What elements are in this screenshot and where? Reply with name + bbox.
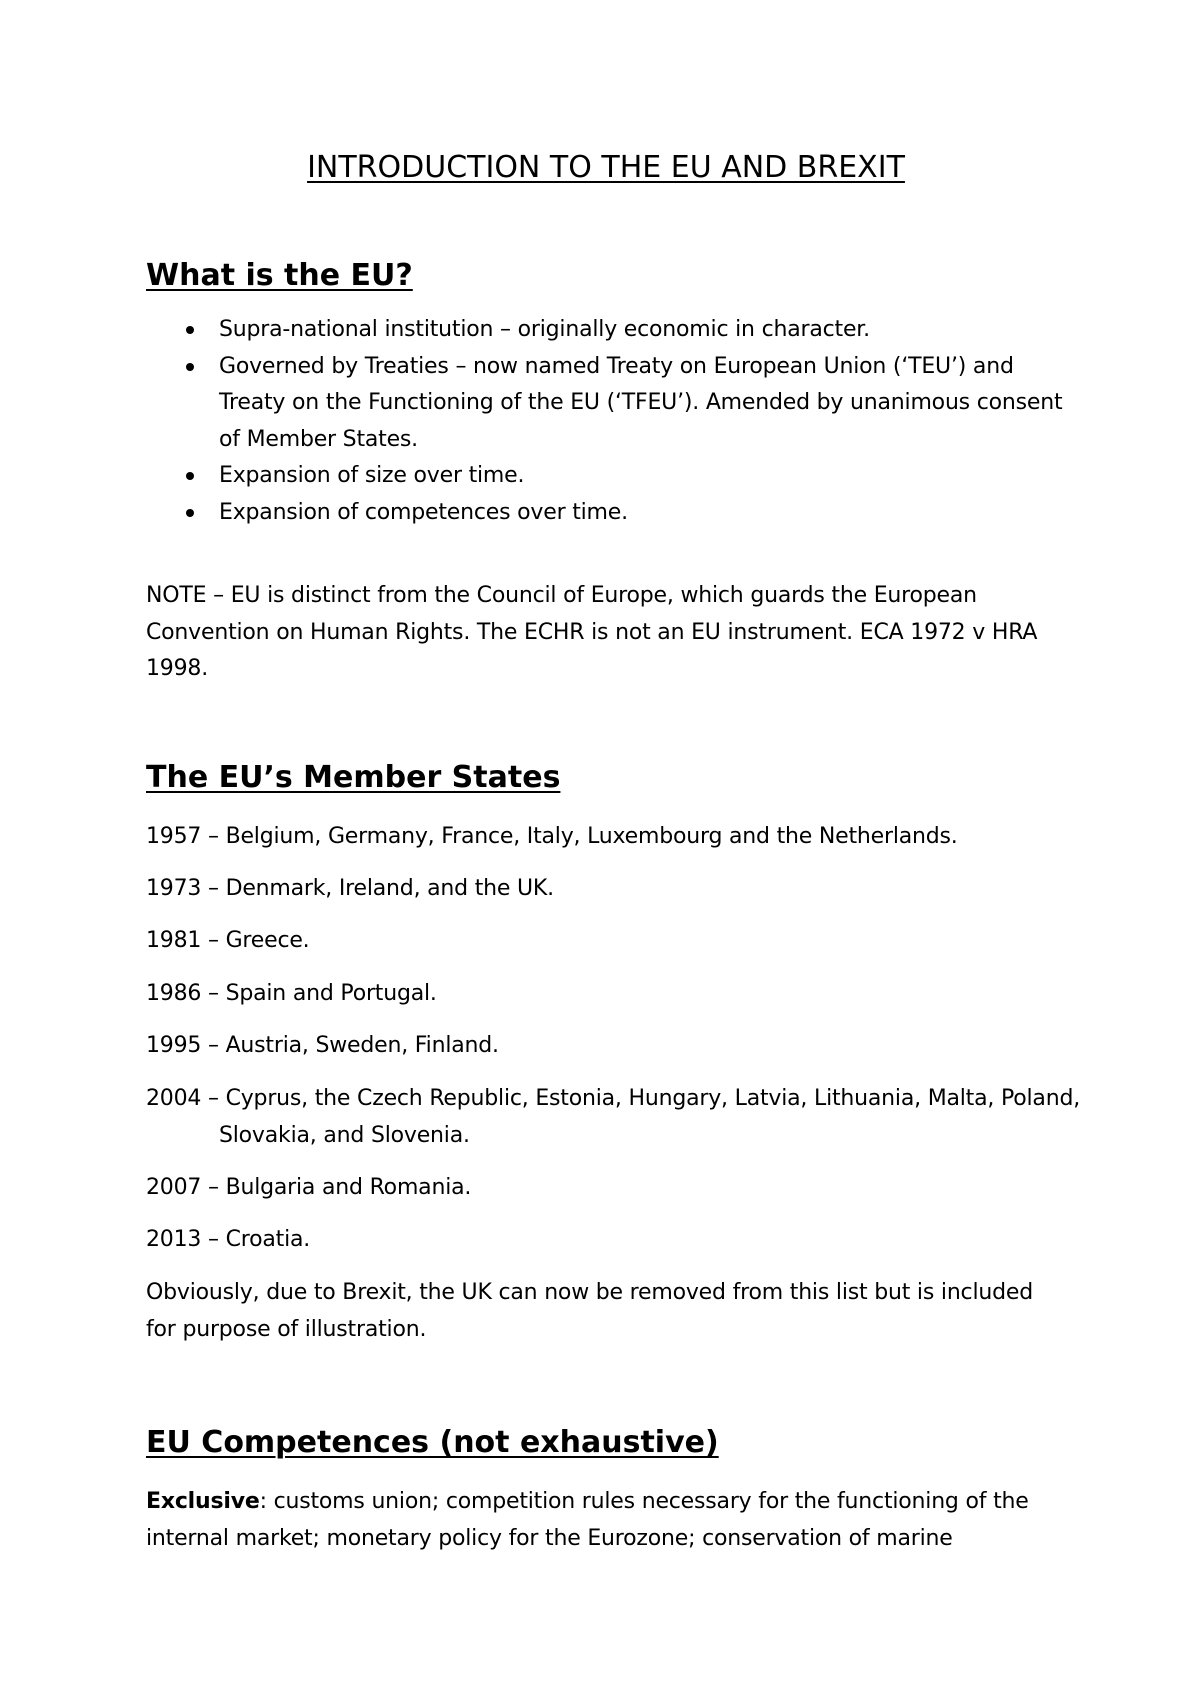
exclusive-text: : customs union; competition rules necessary for the functioning of the internal market; monetary policy for the Eurozone; conservation of marine [146,1489,1029,1551]
member-row-1981: 1981 – Greece. [146,928,310,953]
exclusive-competences-paragraph [146,1484,1066,1557]
member-row-2004: 2004 – Cyprus, the Czech Republic, Estonia, Hungary, Latvia, Lithuania, Malta, Poland, Slovakia, and Slovenia. [146,1086,1080,1148]
member-row-1957: 1957 – Belgium, Germany, France, Italy, Luxembourg and the Netherlands. [146,824,958,849]
bullet-item [146,312,1066,349]
note-paragraph: NOTE – EU is distinct from the Council of Europe, which guards the European Convention on Human Rights. The ECHR is not an EU instrument. ECA 1972 v HRA 1998. [146,583,1038,681]
exclusive-label: Exclusive [146,1489,260,1514]
bullet-dot-icon [186,509,194,517]
page-title: INTRODUCTION TO THE EU AND BREXIT [307,150,905,185]
bullet-item [146,349,1066,459]
bullet-item [146,495,1066,532]
what-is-eu-bullet-list [146,312,1066,531]
bullet-text: Expansion of size over time. [219,463,525,488]
bullet-dot-icon [186,363,194,371]
heading-eu-competences: EU Competences (not exhaustive) [146,1425,719,1460]
bullet-item [146,458,1066,495]
member-states-closing-paragraph: Obviously, due to Brexit, the UK can now be removed from this list but is included for purpose of illustration. [146,1280,1033,1342]
member-row-1973: 1973 – Denmark, Ireland, and the UK. [146,876,554,901]
member-row-2007: 2007 – Bulgaria and Romania. [146,1175,472,1200]
bullet-text: Governed by Treaties – now named Treaty on European Union (‘TEU’) and Treaty on the Functioning of the EU (‘TFEU’). Amended by unanimous consent of Member States. [219,353,1063,452]
member-row-1995: 1995 – Austria, Sweden, Finland. [146,1033,499,1058]
member-row-1986: 1986 – Spain and Portugal. [146,981,437,1006]
heading-member-states: The EU’s Member States [146,760,561,795]
member-row-2013: 2013 – Croatia. [146,1227,311,1252]
bullet-text: Expansion of competences over time. [219,499,628,525]
bullet-dot-icon [186,326,194,334]
bullet-dot-icon [186,472,194,480]
bullet-text: Supra-national institution – originally economic in character. [219,317,870,342]
heading-what-is-eu: What is the EU? [146,258,413,293]
